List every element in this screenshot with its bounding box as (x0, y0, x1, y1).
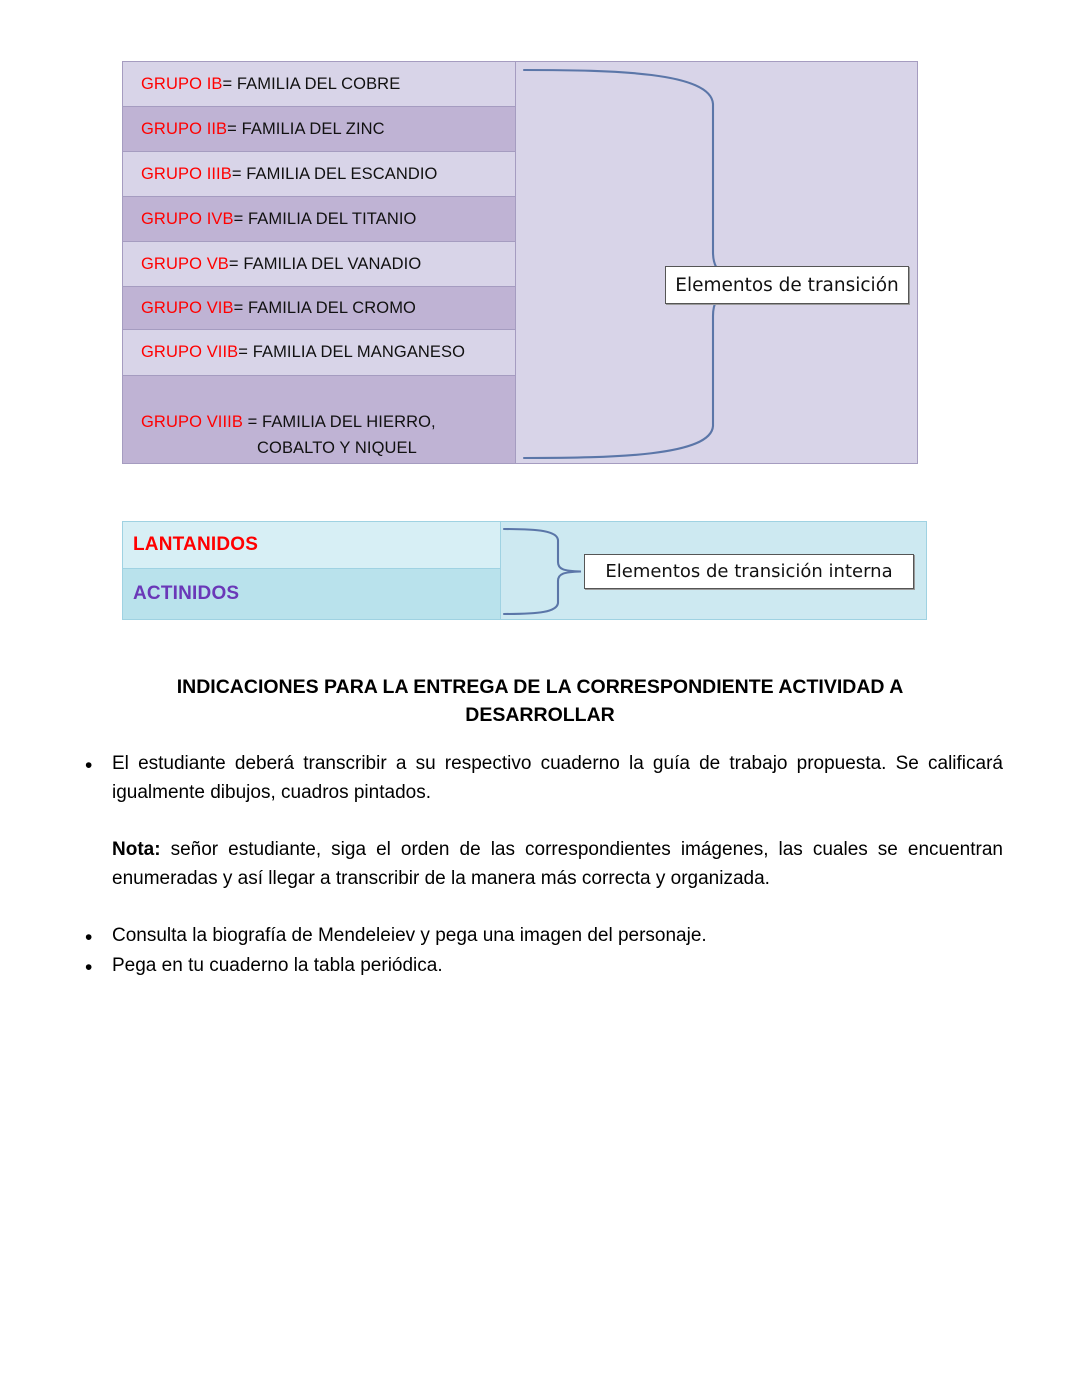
group-family: = FAMILIA DEL MANGANESO (238, 343, 466, 361)
inner-transition-elements-diagram (122, 521, 927, 620)
group-family-line2: COBALTO Y NIQUEL (257, 438, 417, 457)
note-label: Nota: (112, 839, 161, 860)
group-family: = FAMILIA DEL TITANIO (233, 209, 417, 228)
group-family: = FAMILIA DEL CROMO (233, 298, 416, 317)
list-item (123, 522, 500, 569)
lantanidos-label: LANTANIDOS (133, 534, 259, 555)
bullet-text: Pega en tu cuaderno la tabla periódica. (112, 955, 443, 976)
heading-line-1: INDICACIONES PARA LA ENTREGA DE LA CORRESPONDIENTE ACTIVIDAD A (176, 676, 904, 698)
group-name: GRUPO IVB (141, 209, 234, 228)
bullet-icon: • (85, 926, 93, 949)
table-row (123, 152, 515, 197)
group-name: GRUPO IIIB (141, 164, 232, 183)
table-row (123, 376, 515, 463)
table-row (123, 62, 515, 107)
transition-elements-diagram (122, 61, 918, 464)
group-family: = FAMILIA DEL COBRE (222, 74, 401, 93)
group-name: GRUPO VIIIB (141, 413, 243, 431)
actinidos-label: ACTINIDOS (133, 583, 240, 604)
list-item (123, 569, 500, 619)
group-family: = FAMILIA DEL HIERRO, (242, 413, 436, 431)
group-name: GRUPO IB (141, 74, 223, 93)
bullet-icon: • (85, 956, 93, 979)
heading-line-2: DESARROLLAR (465, 704, 615, 727)
bullet-icon: • (85, 754, 93, 777)
table-row (123, 242, 515, 287)
group-family: = FAMILIA DEL ZINC (227, 119, 385, 138)
page-title (90, 673, 990, 730)
group-name: GRUPO VIIB (141, 343, 239, 361)
table-row (123, 107, 515, 152)
table-row (123, 197, 515, 242)
group-family: = FAMILIA DEL VANADIO (228, 254, 422, 273)
note-text: señor estudiante, siga el orden de las correspondientes imágenes, las cuales se encuentran enumeradas y así llegar a transcribir de la manera más correcta y organizada. (112, 839, 1003, 889)
bullet-text: Consulta la biografía de Mendeleiev y pega una imagen del personaje. (112, 925, 707, 946)
inner-transition-elements-label: Elementos de transición interna (584, 554, 914, 589)
inner-transition-list (123, 522, 501, 619)
table-row (123, 330, 515, 376)
transition-elements-label: Elementos de transición (665, 266, 909, 304)
table-row (123, 287, 515, 330)
transition-group-list (123, 62, 516, 463)
note-paragraph (112, 836, 1003, 894)
list-item (78, 952, 1003, 984)
group-family: = FAMILIA DEL ESCANDIO (231, 164, 438, 183)
list-item (78, 922, 1003, 954)
curly-brace-icon (519, 62, 919, 465)
group-name: GRUPO VB (141, 254, 229, 273)
list-item (78, 750, 1003, 808)
bullet-text: El estudiante deberá transcribir a su respectivo cuaderno la guía de trabajo propuesta. Se calificará igualmente dibujos, cuadros pintados. (112, 753, 1003, 803)
group-name: GRUPO IIB (141, 119, 228, 138)
group-name: GRUPO VIB (141, 298, 234, 317)
